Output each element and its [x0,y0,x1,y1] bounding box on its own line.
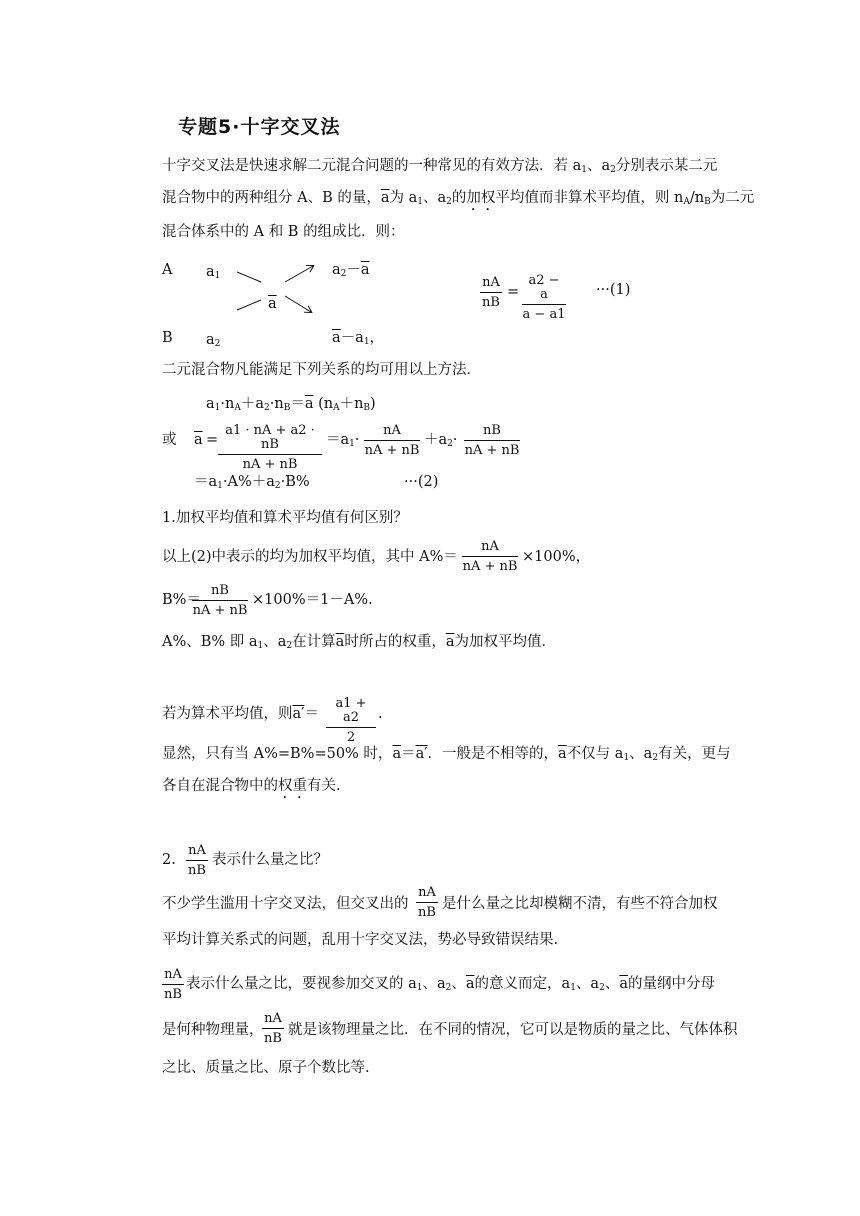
cross-line-left-bottom [237,300,261,310]
text: a [332,262,341,278]
text: ＋n [339,396,364,412]
eq1-equals: = [507,284,520,300]
eq1-tag: ···(1) [596,282,631,298]
q1-line-4-tail: . [378,706,383,722]
numerator: a1 · nA + a2 · nB [218,424,322,455]
q2-line-4-text: 是何种物理量， [162,1022,264,1038]
diagram-a2: $a_2$ [206,332,221,349]
q2-line-2: 平均计算关系式的问题，乱用十字交叉法，势必导致错误结果. [162,932,559,948]
diagram-a1: $a_1$ [206,264,221,281]
q2-line-5: 之比、质量之比、原子个数比等. [162,1060,370,1076]
text: 显然，只有当 A%=B%=50% 时， [162,746,393,762]
diagram-bottom-right: $\overline{a}-a_1$， [332,330,385,347]
denominator: nB [482,295,500,310]
text: 各自在混合物中的 [162,778,278,794]
text: A%、B% 即 a [162,634,258,650]
numerator: nB [464,424,520,441]
denominator: nA + nB [464,443,520,458]
a-bar: $\overline{a}$ [465,976,475,992]
a-prime-bar: a′ [415,746,428,762]
text: ＝a [326,432,350,448]
diagram-abar: $\overline{a}$ [268,296,277,312]
text: 、a [422,976,446,992]
text: 、a [575,976,600,992]
q1-fraction-b [192,584,248,618]
denominator: nB [418,905,436,920]
text: 、 [604,976,620,992]
denominator: nB [188,863,206,878]
text: 、a [263,634,287,650]
a-bar: $\overline{a}$ [332,330,341,346]
text: /n [689,190,705,206]
denominator: a − a1 [522,307,566,322]
eq2-equals: = [206,432,219,448]
text: 的意义而定，a [474,976,571,992]
text: 平均值而非算术平均值，则 n [495,190,684,206]
text: － [346,262,361,278]
intro-line-1: 十字交叉法是快速求解二元混合问题的一种常见的有效方法．若 $a_1$、$a_2$分别表示某二元 [162,158,718,175]
text: 有关，更与 [658,746,731,762]
eq2-huo: 或 [162,432,177,448]
numerator: nB [192,584,248,601]
q1-fraction-a [462,540,518,574]
denominator: nA + nB [364,443,420,458]
text: －a [340,330,364,346]
eq2-abar: $\overline{a}$ [194,432,203,448]
a-bar: $\overline{a}$ [445,634,455,650]
text: (n [318,396,334,412]
numerator: nA [462,540,518,557]
q2-line-4-tail: 就是该物理量之比．在不同的情况，它可以是物质的量之比、气体体积 [288,1022,738,1038]
text: 若为算术平均值，则 [162,706,293,722]
q2-fraction-a [416,886,438,920]
q2-line-3: 表示什么量之比，要视参加交叉的 $a_1$、$a_2$、$\overline{a}$的意义而定，$a_1$、$a_2$、$\overline{a}$的量纲中分母 [186,976,715,993]
eq2-tag: ···(2) [404,474,439,490]
eq2-line-3: $=a_1\cdot A\%+a_2\cdot B\%$ [194,474,310,491]
intro-line-2: 混合物中的两种组分 A、B 的量，$\overline{a}$为 $a_1$、$a_2$的加权平均值而非算术平均值，则 $n_A/n_B$为二元 [162,190,755,207]
text: · [354,432,360,448]
text: ．一般是不相等的， [427,746,559,762]
text: ， [369,330,385,346]
diagram-label-b: B [162,330,173,346]
q2-line-1-text: 不少学生滥用十字交叉法，但交叉出的 [162,896,409,912]
text: 的 [451,190,467,206]
q1-line-3: A%、B% 即 $a_1$、$a_2$在计算$\overline{a}$时所占的权重，$\overline{a}$为加权平均值． [162,634,556,651]
a-bar: $\overline{a}$ [619,976,628,992]
text: ＝ [304,706,319,722]
a-bar: $\overline{a}$ [392,746,402,762]
q1-line-5: 显然，只有当 A%=B%=50% 时，$\overline{a}=a'$．一般是不相等的，$\overline{a}$不仅与 $a_1$、$a_2$有关，更与 [162,746,731,763]
q1-line-1-tail: ×100%， [522,549,591,565]
a-bar: $\overline{a}$ [304,396,314,412]
eq2-fraction-2 [364,424,420,458]
intro-line-3: 混合体系中的 A 和 B 的组成比．则： [162,224,405,240]
text: ·A%＋a [222,474,275,490]
text: ) [370,396,376,412]
cross-arrow-down [285,296,311,312]
q1-line-4-text [162,706,319,722]
a-bar: $\overline{a}$ [360,262,370,278]
text: ·n [269,396,284,412]
a-bar: $\overline{a}$ [335,634,345,650]
q1-heading: 1.加权平均值和算术平均值有何区别？ [162,510,408,526]
text: ＋a [424,432,448,448]
eq1-lhs-fraction [480,276,502,310]
numerator: nA [364,424,420,441]
text: 为 a [389,190,418,206]
numerator: nA [416,886,438,903]
numerator: nA [162,968,184,985]
text: 的量纲中分母 [627,976,715,992]
eq1-rhs-fraction [522,274,566,322]
eq2-fraction-1 [218,424,322,472]
numerator: nA [262,1012,284,1029]
text: ＝ [401,746,416,762]
eq2-mid-1: $=a_1\cdot$ [326,432,360,449]
text: ·n [220,396,235,412]
denominator: 2 [346,730,356,745]
numerator: a1 + a2 [326,697,376,728]
text: 时所占的权重， [344,634,446,650]
q1-line-2-tail: ×100%＝1－A%. [252,592,373,608]
text: ＋a [240,396,264,412]
denominator: nA + nB [462,559,518,574]
q2-heading-text: 表示什么量之比？ [212,852,328,868]
eq2-mid-2: $+a_2\cdot$ [424,432,458,449]
q1-fraction-c [326,697,376,745]
denominator: nB [164,987,182,1002]
numerator: a2 − a [522,274,566,305]
applies-text: 二元混合物凡能满足下列关系的均可用以上方法． [162,362,481,378]
text: a [206,396,215,412]
text: ＝a [194,474,218,490]
text: 、 [451,976,466,992]
q2-fraction-c [262,1012,284,1046]
cross-line-left-top [237,272,261,282]
text: · [452,432,458,448]
page-title: 专题5·十字交叉法 [178,116,341,138]
text: 在计算 [292,634,336,650]
numerator: nA [480,276,502,293]
q1-line-2-text: B%＝ [162,592,201,608]
text: 、a [629,746,653,762]
text: 十字交叉法是快速求解二元混合问题的一种常见的有效方法．若 a [162,158,582,174]
q1-line-1-text: 以上(2)中表示的均为加权平均值，其中 A%＝ [162,549,458,565]
text: ·B% [280,474,310,490]
emphasis-text: 加权 [466,190,496,206]
text: 有关. [307,778,341,794]
diagram-label-a: A [162,262,173,278]
cross-arrows [225,256,335,322]
a-prime-bar: a′ [292,706,305,722]
text: 为加权平均值． [454,634,556,650]
text: a [206,332,215,348]
a-bar: $\overline{a}$ [558,746,567,762]
q1-line-6 [162,778,341,802]
eq2-fraction-3 [464,424,520,458]
text: 混合物中的两种组分 A、B 的量， [162,190,381,206]
text: a [206,264,215,280]
text: 不仅与 a [566,746,624,762]
denominator: nA + nB [192,603,248,618]
text: 表示什么量之比，要视参加交叉的 a [186,976,417,992]
emphasis-text: 权重 [278,778,307,794]
cross-arrow-up [285,266,313,282]
a-bar: $\overline{a}$ [380,190,390,206]
numerator: nA [186,844,208,861]
eq2-line-1: $a_1\cdot n_A+a_2\cdot n_B=\overline{a}$ $(n_A+n_B)$ [206,396,376,413]
text: 为二元 [710,190,755,206]
text: ＝ [290,396,305,412]
denominator: nA + nB [242,457,298,472]
q2-number: 2. [162,852,176,868]
q2-line-1-tail: 是什么量之比却模糊不清，有些不符合加权 [442,896,718,912]
q2-fraction-b [162,968,184,1002]
q2-heading-fraction [186,844,208,878]
text: 、a [587,158,611,174]
diagram-top-right: $a_2-\overline{a}$ [332,262,370,279]
text: 分别表示某二元 [615,158,718,174]
denominator: nB [264,1031,282,1046]
text: 、a [423,190,447,206]
